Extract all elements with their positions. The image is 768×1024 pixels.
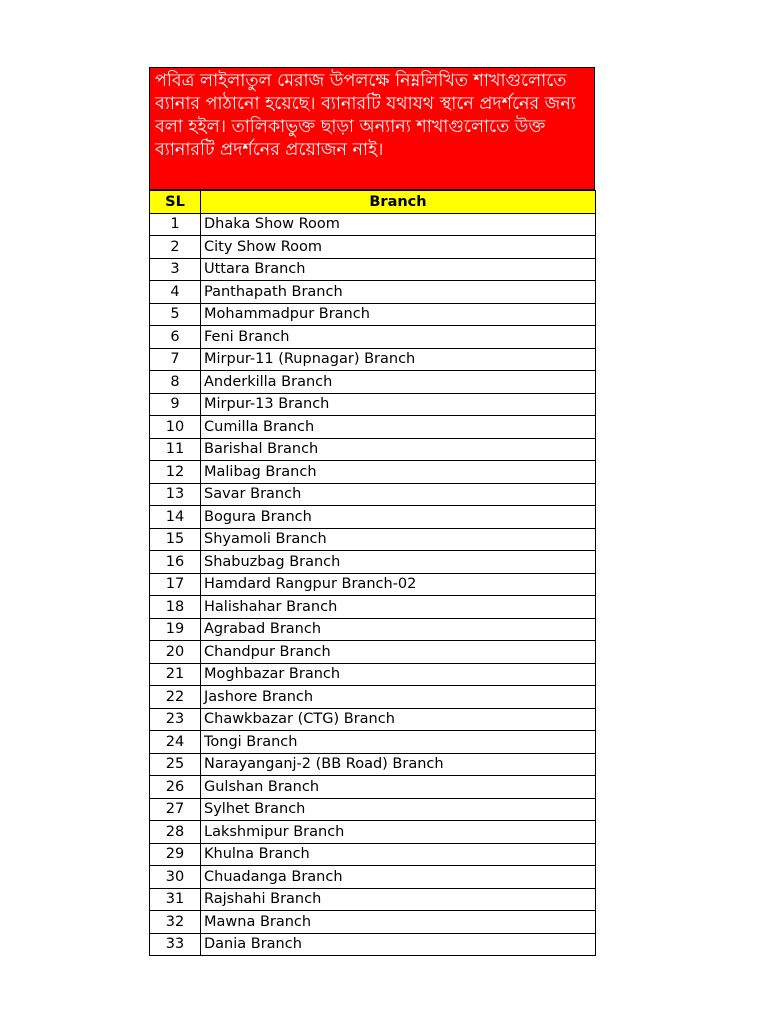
table-row (150, 258, 596, 281)
notice-banner (149, 67, 595, 190)
branch-name-cell: Chawkbazar (CTG) Branch (201, 708, 596, 731)
serial-number-cell: 26 (150, 776, 201, 799)
branch-name-cell: Hamdard Rangpur Branch-02 (201, 573, 596, 596)
branch-name-cell: Jashore Branch (201, 686, 596, 709)
notice-text: পবিত্র লাইলাতুল মেরাজ উপলক্ষে নিম্নলিখিত শাখাগুলোতে ব্যানার পাঠানো হয়েছে। ব্যানারটি যথাযথ স্থানে প্রদর্শনের জন্য বলা হইল। তালিকাভুক্ত ছাড়া অন্যান্য শাখাগুলোতে উক্ত ব্যানারটি প্রদর্শনের প্রয়োজন নাই। (155, 71, 576, 160)
serial-number-cell: 24 (150, 731, 201, 754)
table-row (150, 371, 596, 394)
serial-number-cell: 2 (150, 236, 201, 259)
table-row (150, 821, 596, 844)
branch-name-cell: Mirpur-11 (Rupnagar) Branch (201, 348, 596, 371)
branch-name-cell: City Show Room (201, 236, 596, 259)
branch-name-cell: Savar Branch (201, 483, 596, 506)
table-header-row (150, 191, 596, 214)
serial-number-cell: 29 (150, 843, 201, 866)
table-row (150, 393, 596, 416)
branch-name-cell: Chandpur Branch (201, 641, 596, 664)
branch-name-cell: Sylhet Branch (201, 798, 596, 821)
branch-name-cell: Agrabad Branch (201, 618, 596, 641)
branch-name-cell: Lakshmipur Branch (201, 821, 596, 844)
serial-number-cell: 23 (150, 708, 201, 731)
table-row (150, 663, 596, 686)
serial-number-cell: 27 (150, 798, 201, 821)
serial-number-cell: 4 (150, 281, 201, 304)
table-row (150, 461, 596, 484)
table-row (150, 866, 596, 889)
serial-number-cell: 17 (150, 573, 201, 596)
table-row (150, 573, 596, 596)
branch-name-cell: Bogura Branch (201, 506, 596, 529)
branch-name-cell: Mohammadpur Branch (201, 303, 596, 326)
table-row (150, 618, 596, 641)
serial-number-cell: 33 (150, 933, 201, 956)
serial-number-cell: 3 (150, 258, 201, 281)
branch-name-cell: Panthapath Branch (201, 281, 596, 304)
serial-number-cell: 10 (150, 416, 201, 439)
table-row (150, 506, 596, 529)
table-row (150, 551, 596, 574)
serial-number-cell: 30 (150, 866, 201, 889)
table-row (150, 326, 596, 349)
branch-name-cell: Uttara Branch (201, 258, 596, 281)
serial-number-cell: 21 (150, 663, 201, 686)
branch-name-cell: Mirpur-13 Branch (201, 393, 596, 416)
branch-name-cell: Khulna Branch (201, 843, 596, 866)
serial-number-cell: 20 (150, 641, 201, 664)
serial-number-cell: 15 (150, 528, 201, 551)
table-row (150, 731, 596, 754)
branch-name-cell: Shyamoli Branch (201, 528, 596, 551)
table-row (150, 686, 596, 709)
table-row (150, 753, 596, 776)
serial-number-cell: 8 (150, 371, 201, 394)
table-row (150, 236, 596, 259)
table-row (150, 798, 596, 821)
branch-name-cell: Feni Branch (201, 326, 596, 349)
branch-name-cell: Barishal Branch (201, 438, 596, 461)
serial-number-cell: 6 (150, 326, 201, 349)
table-row (150, 911, 596, 934)
table-row (150, 483, 596, 506)
table-row (150, 528, 596, 551)
serial-number-cell: 12 (150, 461, 201, 484)
serial-number-cell: 11 (150, 438, 201, 461)
serial-number-cell: 25 (150, 753, 201, 776)
table-row (150, 213, 596, 236)
serial-number-cell: 18 (150, 596, 201, 619)
branch-table (149, 190, 596, 956)
branch-name-cell: Mawna Branch (201, 911, 596, 934)
branch-name-cell: Shabuzbag Branch (201, 551, 596, 574)
branch-name-cell: Narayanganj-2 (BB Road) Branch (201, 753, 596, 776)
table-body (150, 213, 596, 956)
table-row (150, 348, 596, 371)
serial-number-cell: 31 (150, 888, 201, 911)
serial-number-cell: 1 (150, 213, 201, 236)
table-row (150, 888, 596, 911)
serial-number-cell: 9 (150, 393, 201, 416)
table-row (150, 933, 596, 956)
table-row (150, 641, 596, 664)
serial-number-cell: 22 (150, 686, 201, 709)
table-row (150, 596, 596, 619)
serial-number-cell: 28 (150, 821, 201, 844)
serial-number-cell: 13 (150, 483, 201, 506)
branch-name-cell: Cumilla Branch (201, 416, 596, 439)
column-header-branch: Branch (201, 191, 596, 214)
table-row (150, 843, 596, 866)
branch-name-cell: Tongi Branch (201, 731, 596, 754)
branch-name-cell: Chuadanga Branch (201, 866, 596, 889)
serial-number-cell: 16 (150, 551, 201, 574)
serial-number-cell: 19 (150, 618, 201, 641)
branch-name-cell: Anderkilla Branch (201, 371, 596, 394)
table-row (150, 776, 596, 799)
serial-number-cell: 7 (150, 348, 201, 371)
serial-number-cell: 5 (150, 303, 201, 326)
branch-name-cell: Malibag Branch (201, 461, 596, 484)
branch-name-cell: Halishahar Branch (201, 596, 596, 619)
branch-name-cell: Rajshahi Branch (201, 888, 596, 911)
branch-name-cell: Gulshan Branch (201, 776, 596, 799)
table-row (150, 708, 596, 731)
branch-name-cell: Moghbazar Branch (201, 663, 596, 686)
serial-number-cell: 14 (150, 506, 201, 529)
table-row (150, 416, 596, 439)
table-row (150, 281, 596, 304)
branch-name-cell: Dhaka Show Room (201, 213, 596, 236)
branch-name-cell: Dania Branch (201, 933, 596, 956)
serial-number-cell: 32 (150, 911, 201, 934)
column-header-sl: SL (150, 191, 201, 214)
table-row (150, 303, 596, 326)
table-row (150, 438, 596, 461)
